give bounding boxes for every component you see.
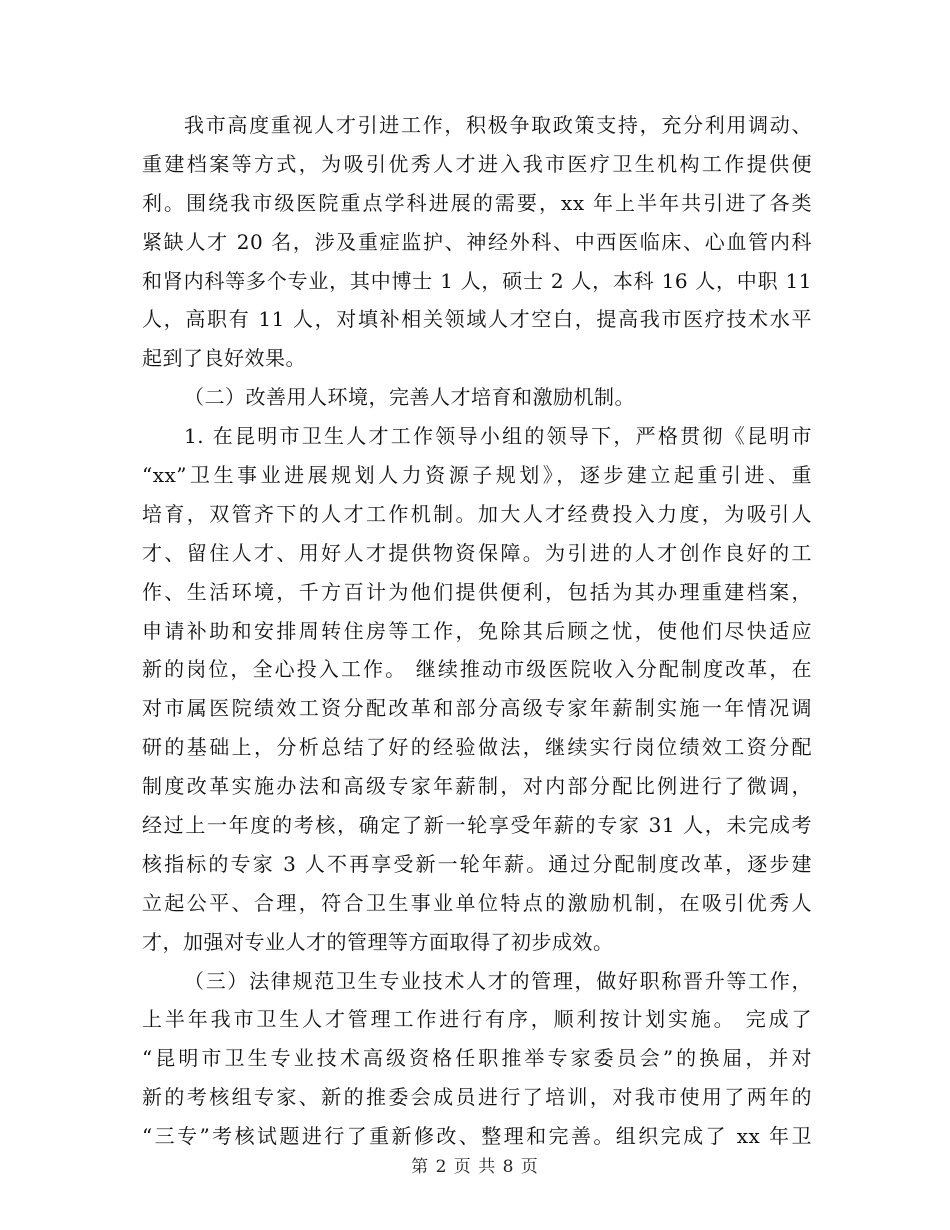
section-heading: （三）法律规范卫生专业技术人才的管理，做好职称晋升等工作， — [184, 968, 812, 993]
paragraph-line: 对市属医院绩效工资分配改革和部分高级专家年薪制实施一年情况调 — [142, 696, 812, 721]
page-number-footer: 第 2 页 共 8 页 — [411, 1157, 539, 1177]
paragraph-line: 作、生活环境，千方百计为他们提供便利，包括为其办理重建档案， — [142, 579, 812, 604]
paragraph-line: 1. 在昆明市卫生人才工作领导小组的领导下，严格贯彻《昆明市 — [184, 424, 812, 449]
paragraph-line: 重建档案等方式，为吸引优秀人才进入我市医疗卫生机构工作提供便 — [142, 151, 812, 176]
paragraph-line: 制度改革实施办法和高级专家年薪制，对内部分配比例进行了微调， — [142, 774, 812, 799]
paragraph-line: 新的岗位，全心投入工作。 继续推动市级医院收入分配制度改革，在 — [142, 657, 812, 682]
paragraph-line: 研的基础上，分析总结了好的经验做法，继续实行岗位绩效工资分配 — [142, 735, 812, 760]
paragraph-line: 培育，双管齐下的人才工作机制。加大人才经费投入力度，为吸引人 — [142, 501, 812, 526]
paragraph-line: 起到了良好效果。 — [142, 346, 306, 371]
paragraph-line: 才，加强对专业人才的管理等方面取得了初步成效。 — [142, 929, 614, 954]
paragraph-line: “xx”卫生事业进展规划人力资源子规划》，逐步建立起重引进、重 — [142, 463, 812, 488]
paragraph-line: 申请补助和安排周转住房等工作，免除其后顾之忧，使他们尽快适应 — [142, 618, 812, 643]
paragraph-line: 人，高职有 11 人，对填补相关领域人才空白，提高我市医疗技术水平 — [142, 307, 812, 332]
document-body — [142, 106, 812, 1156]
paragraph-line: 才、留住人才、用好人才提供物资保障。为引进的人才创作良好的工 — [142, 540, 812, 565]
paragraph-line: 核指标的专家 3 人不再享受新一轮年薪。通过分配制度改革，逐步建 — [142, 851, 812, 876]
paragraph-line: “昆明市卫生专业技术高级资格任职推举专家委员会”的换届，并对 — [142, 1046, 812, 1071]
section-heading: （二）改善用人环境，完善人才培育和激励机制。 — [184, 385, 635, 410]
paragraph-line: 和肾内科等多个专业，其中博士 1 人，硕士 2 人，本科 16 人，中职 11 — [142, 268, 812, 293]
paragraph-line: 立起公平、合理，符合卫生事业单位特点的激励机制，在吸引优秀人 — [142, 890, 812, 915]
paragraph-line: “三专”考核试题进行了重新修改、整理和完善。组织完成了 xx 年卫 — [142, 1124, 812, 1149]
paragraph-line: 我市高度重视人才引进工作，积极争取政策支持，充分利用调动、 — [184, 113, 812, 137]
paragraph-line: 利。围绕我市级医院重点学科进展的需要，xx 年上半年共引进了各类 — [142, 190, 812, 215]
paragraph-line: 新的考核组专家、新的推委会成员进行了培训，对我市使用了两年的 — [142, 1085, 812, 1110]
paragraph-line: 紧缺人才 20 名，涉及重症监护、神经外科、中西医临床、心血管内科 — [142, 229, 812, 254]
paragraph-line: 经过上一年度的考核，确定了新一轮享受年薪的专家 31 人，未完成考 — [142, 813, 812, 838]
paragraph-line: 上半年我市卫生人才管理工作进行有序，顺利按计划实施。 完成了 — [142, 1007, 812, 1032]
